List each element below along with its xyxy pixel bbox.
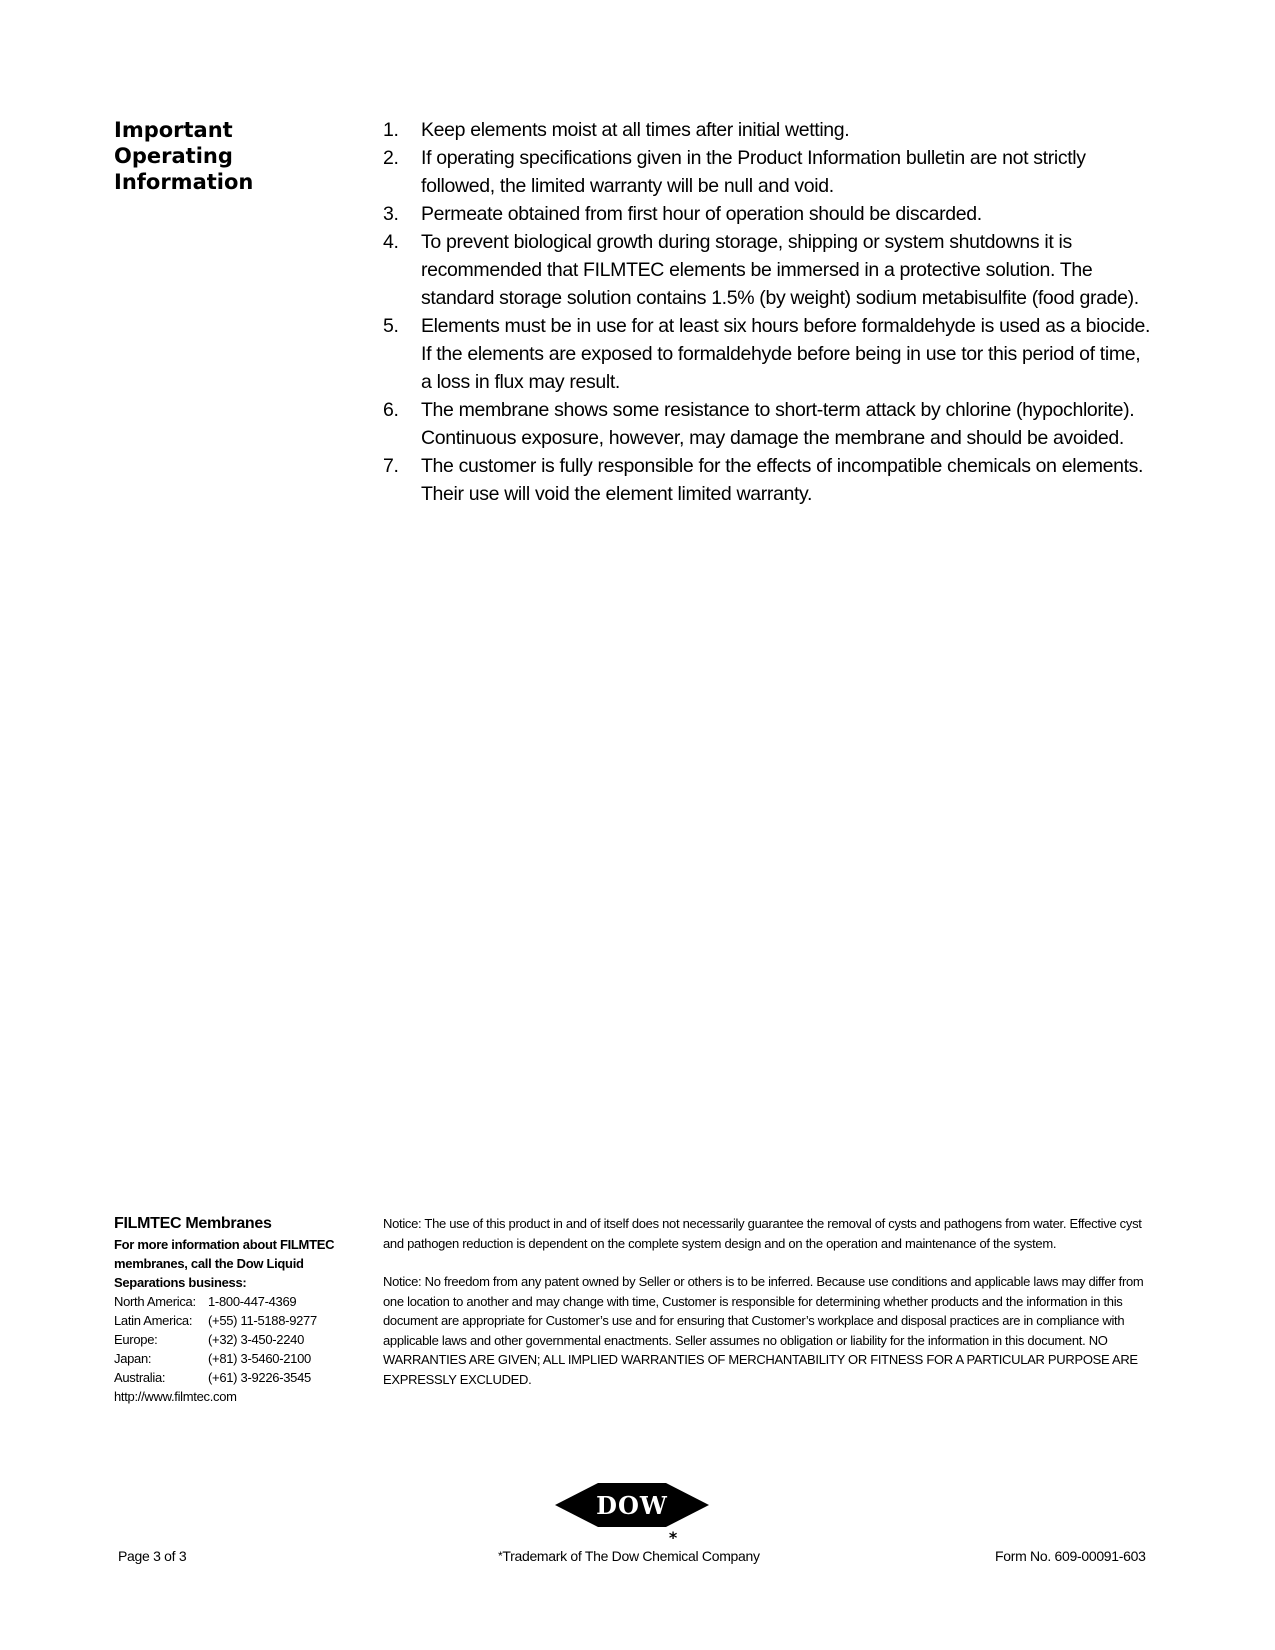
list-item (383, 312, 1183, 396)
notice-cysts: Notice: The use of this product in and of itself does not necessarily guarantee the removal of cysts and pathogens from water. Effective cyst and pathogen reduction is dependent on the complete system design and on the operation and maintenance of the system. (383, 1216, 1142, 1251)
list-item-text: recommended that FILMTEC elements be immersed in a protective solution. The (421, 259, 1093, 281)
phone-number: (+61) 3-9226-3545 (208, 1370, 311, 1385)
notices-block (383, 1214, 1163, 1408)
list-item-text: followed, the limited warranty will be null and void. (421, 175, 834, 197)
list-item-text: The customer is fully responsible for the effects of incompatible chemicals on elements. (421, 455, 1144, 477)
list-item (383, 452, 1183, 508)
list-item-text: If the elements are exposed to formaldehyde before being in use tor this period of time, (421, 343, 1141, 365)
phone-region: Australia: (114, 1370, 166, 1385)
list-item-text: Permeate obtained from first hour of operation should be discarded. (421, 203, 982, 225)
phone-region: Japan: (114, 1351, 152, 1366)
list-item-number: 6. (383, 399, 399, 421)
website-link[interactable]: http://www.filmtec.com (114, 1389, 237, 1404)
trademark-text: Trademark of The Dow Chemical Company (502, 1548, 760, 1564)
notice-patent: Notice: No freedom from any patent owned by Seller or others is to be inferred. Because use conditions and applicable laws may differ from one location to another and may change with time, Customer is responsible for determining whether products and the information in this document are appropriate for Customer’s use and for ensuring that Customer’s workplace and disposal practices are in compliance with applicable laws and other governmental enactments. Seller assumes no obligation or liability for the information in this document. NO WARRANTIES ARE GIVEN; ALL IMPLIED WARRANTIES OF MERCHANTABILITY OR FITNESS FOR A PARTICULAR PURPOSE ARE EXPRESSLY EXCLUDED. (383, 1274, 1144, 1387)
section-heading-line: Operating (114, 144, 233, 168)
contact-block (114, 1213, 364, 1406)
phone-row (114, 1368, 364, 1387)
phone-region: Latin America: (114, 1313, 193, 1328)
phone-region: North America: (114, 1294, 196, 1309)
trademark-note (498, 1548, 760, 1564)
list-item-number: 4. (383, 231, 399, 253)
dow-logo-text: DOW (596, 1491, 668, 1520)
page-number: Page 3 of 3 (118, 1548, 187, 1564)
list-item-number: 1. (383, 119, 399, 141)
list-item (383, 144, 1183, 200)
list-item-number: 7. (383, 455, 399, 477)
contact-intro: For more information about FILMTEC membranes, call the Dow Liquid Separations business: (114, 1237, 335, 1290)
phone-number: (+55) 11-5188-9277 (208, 1313, 317, 1328)
dow-logo-trademark: * (668, 1528, 678, 1547)
list-item-number: 2. (383, 147, 399, 169)
list-item-number: 3. (383, 203, 399, 225)
list-item-text: Elements must be in use for at least six hours before formaldehyde is used as a biocide. (421, 315, 1151, 337)
phone-region: Europe: (114, 1332, 158, 1347)
list-item-text: To prevent biological growth during storage, shipping or system shutdowns it is (421, 231, 1072, 253)
dow-diamond-logo-icon (553, 1475, 711, 1547)
dow-logo (553, 1475, 711, 1547)
list-item-text: Their use will void the element limited warranty. (421, 483, 813, 505)
section-heading-line: Important (114, 118, 233, 142)
phone-number: (+32) 3-450-2240 (208, 1332, 305, 1347)
phone-number: 1-800-447-4369 (208, 1294, 297, 1309)
phone-row (114, 1330, 364, 1349)
list-item-number: 5. (383, 315, 399, 337)
form-number: Form No. 609-00091-603 (995, 1548, 1146, 1564)
list-item (383, 116, 1183, 144)
trademark-star: * (498, 1549, 503, 1563)
section-heading (114, 117, 354, 195)
list-item-text: a loss in flux may result. (421, 371, 620, 393)
phone-list (114, 1292, 364, 1387)
list-item-text: Continuous exposure, however, may damage the membrane and should be avoided. (421, 427, 1124, 449)
phone-row (114, 1292, 364, 1311)
contact-title: FILMTEC Membranes (114, 1215, 272, 1232)
list-item-text: Keep elements moist at all times after initial wetting. (421, 119, 850, 141)
list-item (383, 200, 1183, 228)
list-item-text: The membrane shows some resistance to short-term attack by chlorine (hypochlorite). (421, 399, 1135, 421)
operating-info-list (383, 116, 1183, 508)
list-item (383, 228, 1183, 312)
list-item-text: If operating specifications given in the Product Information bulletin are not strictly (421, 147, 1086, 169)
phone-row (114, 1349, 364, 1368)
phone-number: (+81) 3-5460-2100 (208, 1351, 311, 1366)
section-heading-line: Information (114, 170, 254, 194)
phone-row (114, 1311, 364, 1330)
list-item (383, 396, 1183, 452)
list-item-text: standard storage solution contains 1.5% (by weight) sodium metabisulfite (food grade). (421, 287, 1139, 309)
